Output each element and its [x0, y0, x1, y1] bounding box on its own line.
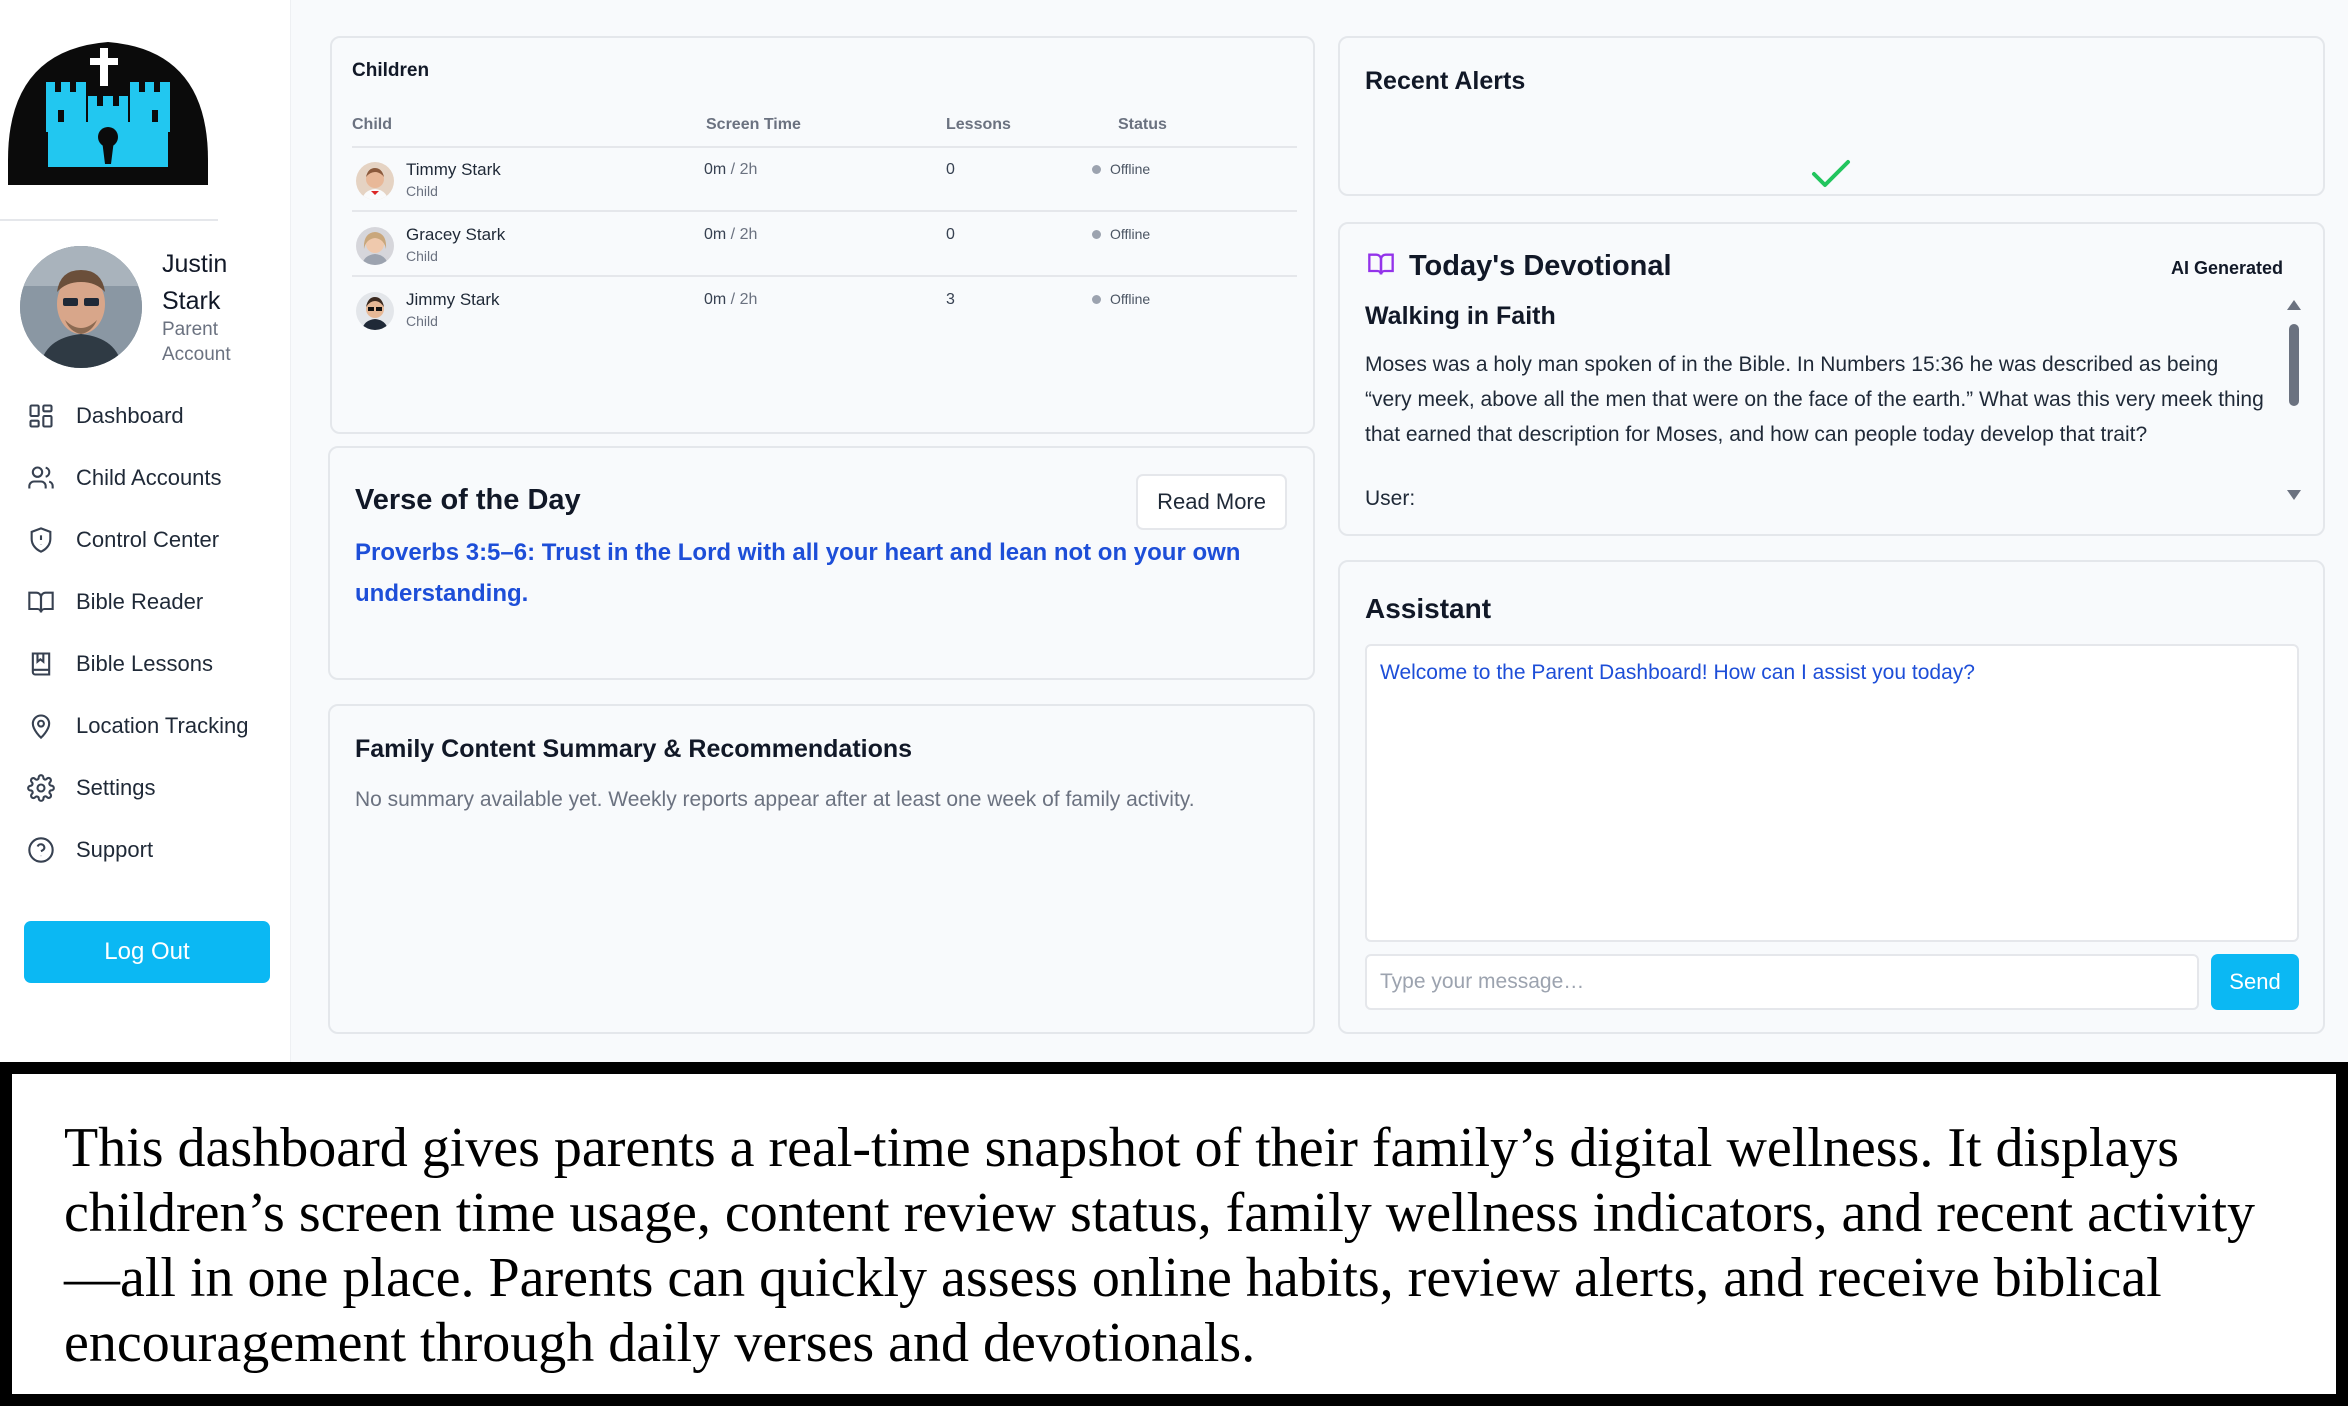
user-profile — [20, 246, 280, 371]
child-role: Child — [406, 313, 438, 329]
sidebar-item-bible-reader[interactable] — [24, 582, 203, 622]
scroll-down-arrow-icon[interactable] — [2287, 490, 2301, 500]
children-title: Children — [352, 60, 430, 81]
caption-box — [12, 1074, 2336, 1394]
sidebar-item-settings[interactable] — [24, 768, 156, 808]
read-more-button[interactable]: Read More — [1136, 474, 1287, 530]
table-row[interactable] — [352, 278, 1297, 342]
devotional-user-label: User: — [1365, 487, 1416, 510]
chat-log[interactable] — [1365, 644, 2299, 942]
assistant-card — [1338, 560, 2325, 1034]
screen-time-value: 0m / 2h — [704, 161, 758, 178]
verse-card — [328, 446, 1315, 680]
caption-text: This dashboard gives parents a real-time snapshot of their family’s digital wellness. It displays children’s screen time usage, content review status, family wellness indicators, and recent activity—all in one place. Parents can quickly assess online habits, review alerts, and receive biblical encouragement through daily verses and devotionals. — [64, 1117, 2256, 1374]
send-button[interactable]: Send — [2211, 954, 2299, 1010]
logout-button[interactable]: Log Out — [24, 921, 270, 983]
table-row[interactable] — [352, 213, 1297, 277]
sidebar-item-label: Location Tracking — [76, 713, 249, 738]
status-badge: Offline — [1092, 161, 1150, 177]
status-badge: Offline — [1092, 291, 1150, 307]
children-card — [330, 36, 1315, 434]
devotional-header — [1365, 250, 1672, 283]
summary-title: Family Content Summary & Recommendations — [355, 735, 913, 763]
sidebar-item-support[interactable] — [24, 830, 153, 870]
lessons-count: 0 — [946, 226, 955, 243]
column-header-status: Status — [1118, 116, 1167, 133]
shield-icon — [24, 523, 58, 557]
child-name: Timmy Stark — [406, 160, 501, 179]
assistant-message: Welcome to the Parent Dashboard! How can I assist you today? — [1380, 661, 1975, 684]
verse-text: Proverbs 3:5–6: Trust in the Lord with all your heart and lean not on your own understanding. — [355, 539, 1241, 607]
devotional-card — [1338, 222, 2325, 536]
summary-text: No summary available yet. Weekly reports appear after at least one week of family activity. — [355, 788, 1195, 811]
map-pin-icon — [24, 709, 58, 743]
bookmark-book-icon — [24, 647, 58, 681]
sidebar-item-control-center[interactable] — [24, 520, 219, 560]
profile-name: Justin Stark — [162, 250, 228, 315]
gear-icon — [24, 771, 58, 805]
devotional-scrollbar[interactable] — [2287, 300, 2299, 500]
child-avatar — [356, 292, 394, 330]
app-logo — [8, 40, 208, 185]
sidebar-item-label: Bible Reader — [76, 589, 204, 614]
verse-title: Verse of the Day — [355, 484, 581, 516]
help-circle-icon — [24, 833, 58, 867]
alerts-title: Recent Alerts — [1365, 67, 1526, 95]
ai-generated-badge: AI Generated — [2170, 258, 2283, 278]
open-book-icon — [24, 585, 58, 619]
devotional-title: Today's Devotional — [1409, 250, 1672, 282]
screen-time-value: 0m / 2h — [704, 226, 758, 243]
family-summary-card — [328, 704, 1315, 1034]
sidebar-item-label: Control Center — [76, 527, 220, 552]
devotional-body: Moses was a holy man spoken of in the Bible. In Numbers 15:36 he was described as being “very meek, above all the men that were on the face of the earth.” What was this very meek thing that earned that description for Moses, and how can people today develop that trait? — [1365, 353, 2264, 446]
scroll-up-arrow-icon[interactable] — [2287, 300, 2301, 310]
open-book-icon — [1365, 250, 1397, 283]
column-header-child: Child — [352, 116, 392, 133]
child-name: Jimmy Stark — [406, 290, 500, 309]
sidebar-item-label: Settings — [76, 775, 156, 800]
caption-panel — [0, 1062, 2348, 1406]
child-role: Child — [406, 183, 438, 199]
scrollbar-thumb[interactable] — [2289, 324, 2299, 406]
avatar — [20, 246, 142, 368]
status-badge: Offline — [1092, 226, 1150, 242]
child-avatar — [356, 227, 394, 265]
column-header-lessons: Lessons — [946, 116, 1011, 133]
assistant-title: Assistant — [1365, 593, 1492, 624]
status-dot — [1092, 230, 1101, 239]
sidebar-item-label: Child Accounts — [76, 465, 222, 490]
screen-time-value: 0m / 2h — [704, 291, 758, 308]
sidebar-item-label: Bible Lessons — [76, 651, 213, 676]
sidebar-item-label: Dashboard — [76, 403, 184, 428]
dashboard-icon — [24, 399, 58, 433]
child-name: Gracey Stark — [406, 225, 506, 244]
sidebar-item-dashboard[interactable] — [24, 396, 184, 436]
sidebar — [0, 0, 291, 1062]
sidebar-item-label: Support — [76, 837, 154, 862]
recent-alerts-card — [1338, 36, 2325, 196]
sidebar-item-bible-lessons[interactable] — [24, 644, 213, 684]
child-avatar — [356, 162, 394, 200]
status-dot — [1092, 165, 1101, 174]
check-icon — [1810, 158, 1852, 195]
child-role: Child — [406, 248, 438, 264]
message-input[interactable] — [1365, 954, 2199, 1010]
profile-role: Parent Account — [162, 319, 231, 365]
table-row[interactable] — [352, 148, 1297, 212]
users-icon — [24, 461, 58, 495]
sidebar-item-child-accounts[interactable] — [24, 458, 222, 498]
sidebar-divider — [0, 219, 218, 221]
sidebar-item-location-tracking[interactable] — [24, 706, 248, 746]
lessons-count: 0 — [946, 161, 955, 178]
column-header-screen-time: Screen Time — [706, 116, 801, 133]
devotional-subtitle: Walking in Faith — [1365, 302, 1556, 330]
lessons-count: 3 — [946, 291, 955, 308]
status-dot — [1092, 295, 1101, 304]
